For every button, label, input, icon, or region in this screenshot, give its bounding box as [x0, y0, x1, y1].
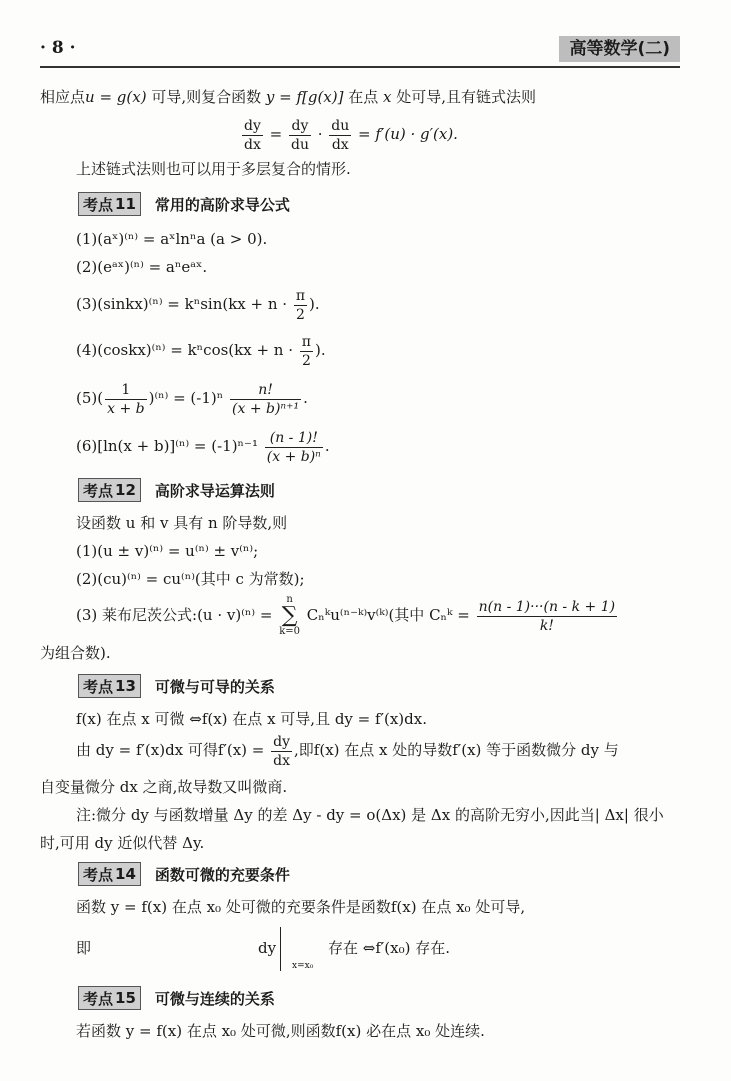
frac-den: dx: [244, 136, 261, 153]
kaodian-title: 可微与连续的关系: [154, 989, 275, 1008]
sum-top: n: [286, 594, 293, 605]
intro-note: 上述链式法则也可以用于多层复合的情形.: [76, 160, 351, 178]
intro-text-g: 处可导,且有链式法则: [391, 88, 537, 106]
kaodian-label: 考点: [83, 677, 114, 696]
formula-5: [76, 378, 308, 418]
kaodian-number: 15: [115, 989, 136, 1007]
du-dx-frac: [329, 117, 351, 154]
one-over-xb: [105, 381, 147, 418]
rule-3-leibniz: [76, 590, 619, 640]
intro-line: [40, 86, 536, 108]
formula-6-post: .: [324, 437, 330, 455]
formula-4-pre: (4)(coskx)⁽ⁿ⁾ = kⁿcos(kx + n ·: [76, 341, 294, 359]
k14-eval-post: 存在 ⇔f′(x₀) 存在.: [328, 939, 451, 957]
kaodian-number: 12: [115, 481, 136, 499]
formula-5-mid: )⁽ⁿ⁾ = (-1)ⁿ: [148, 389, 224, 407]
kaodian-number: 13: [115, 677, 136, 695]
summation: [279, 595, 300, 637]
frac-num: (n - 1)!: [265, 429, 323, 448]
frac-den: 2: [301, 352, 311, 369]
pi-over-2: [294, 287, 307, 324]
kaodian-title: 可微与可导的关系: [154, 677, 275, 696]
kaodian-label: 考点: [83, 865, 114, 884]
frac-num: n(n - 1)···(n - k + 1): [478, 598, 616, 615]
kaodian-title: 函数可微的充要条件: [154, 865, 290, 884]
frac-den: dx: [331, 136, 349, 153]
formula-6-pre: (6)[ln(x + b)]⁽ⁿ⁾ = (-1)ⁿ⁻¹: [76, 437, 258, 455]
formula-5-post: .: [303, 389, 308, 407]
frac-den: x + b: [107, 400, 145, 417]
kaodian-14: [78, 862, 290, 886]
frac-num: n!: [230, 381, 301, 400]
k13-line-3: 自变量微分 dx 之商,故导数又叫微商.: [40, 778, 288, 796]
kaodian-badge: [78, 862, 141, 886]
eval-bar: [280, 927, 281, 971]
k14-ji: 即: [76, 939, 92, 957]
dy-dx-frac: [242, 117, 263, 154]
formula-5-pre: (5)(: [76, 389, 104, 407]
k13-note-1: 注:微分 dy 与函数增量 Δy 的差 Δy - dy = o(Δx) 是 Δx 的高阶无穷小,因此当| Δx| 很小: [76, 806, 664, 824]
intro-text-d: y = f[g(x)]: [265, 88, 344, 106]
k15-line-1: 若函数 y = f(x) 在点 x₀ 处可微,则函数f(x) 必在点 x₀ 处连续.: [76, 1022, 485, 1040]
chain-rule-formula: $\frac{dy}{dx}$ = $\frac{dy}{du}$ · $\frac{du}{dx}$ = f′(u) · g′(x).: [244, 117, 458, 153]
rule-3-pre: (3) 莱布尼茨公式:(u · v)⁽ⁿ⁾ =: [76, 606, 273, 624]
sum-sign: ∑: [281, 603, 298, 628]
n-1-fact-frac: [265, 429, 323, 466]
formula-6: [76, 426, 330, 466]
combination-frac: [477, 598, 617, 635]
frac-num: π: [295, 287, 306, 304]
frac-den: (x + b)ⁿ: [266, 448, 321, 465]
nfact-frac: [230, 381, 301, 418]
kaodian-12: [78, 478, 275, 502]
kaodian-label: 考点: [83, 195, 114, 214]
formula-4: [76, 330, 326, 370]
frac-num: dy: [273, 733, 291, 750]
frac-den: du: [290, 136, 309, 153]
kaodian-label: 考点: [83, 989, 114, 1008]
k13-note-2: 时,可用 dy 近似代替 Δy.: [40, 834, 205, 852]
intro-text-c: 可导,则复合函数: [146, 88, 266, 106]
kaodian-number: 11: [115, 195, 136, 213]
formula-4-post: ).: [315, 341, 326, 359]
frac-num: 1: [105, 381, 147, 400]
rules-intro: 设函数 u 和 v 具有 n 阶导数,则: [76, 514, 288, 532]
rule-1: (1)(u ± v)⁽ⁿ⁾ = u⁽ⁿ⁾ ± v⁽ⁿ⁾;: [76, 542, 259, 560]
pi-over-2: [300, 333, 313, 370]
book-title: 高等数学(二): [559, 36, 680, 62]
kaodian-13: [78, 674, 275, 698]
frac-den: dx: [273, 752, 290, 769]
frac-num: dy: [244, 117, 261, 134]
rule-3-mid: Cₙᵏu⁽ⁿ⁻ᵏ⁾v⁽ᵏ⁾(其中 Cₙᵏ =: [306, 606, 470, 624]
kaodian-title: 高阶求导运算法则: [154, 481, 275, 500]
k13-line-2: [76, 730, 619, 770]
frac-num: dy: [289, 117, 311, 136]
rule-2: (2)(cu)⁽ⁿ⁾ = cu⁽ⁿ⁾(其中 c 为常数);: [76, 570, 305, 588]
kaodian-15: [78, 986, 275, 1010]
k13-line-1: f(x) 在点 x 可微 ⇔f(x) 在点 x 可导,且 dy = f′(x)dx.: [76, 710, 427, 728]
sum-bottom: k=0: [279, 626, 301, 637]
frac-den: 2: [295, 306, 305, 323]
frac-den: k!: [539, 617, 554, 634]
kaodian-number: 14: [115, 865, 136, 883]
formula-2: (2)(eᵃˣ)⁽ⁿ⁾ = aⁿeᵃˣ.: [76, 258, 208, 276]
frac-den: (x + b)ⁿ⁺¹: [232, 400, 300, 417]
k14-line-1: 函数 y = f(x) 在点 x₀ 处可微的充要条件是函数f(x) 在点 x₀ 处可导,: [76, 898, 526, 916]
dy-du-frac: [289, 117, 311, 154]
k13-line-2-pre: 由 dy = f′(x)dx 可得f′(x) =: [76, 741, 265, 759]
formula-3-pre: (3)(sinkx)⁽ⁿ⁾ = kⁿsin(kx + n ·: [76, 295, 288, 313]
page-number: · 8 ·: [40, 38, 76, 58]
intro-text-b: u = g(x): [85, 88, 147, 106]
rule-3-cont: 为组合数).: [40, 644, 111, 662]
chain-rule-rhs: = f′(u) · g′(x).: [358, 125, 458, 143]
kaodian-badge: [78, 478, 141, 502]
frac-num: du: [331, 117, 350, 134]
intro-text-a: 相应点: [40, 88, 86, 106]
page-header: [40, 36, 680, 68]
kaodian-title: 常用的高阶求导公式: [154, 195, 290, 214]
formula-3-post: ).: [309, 295, 320, 313]
k13-line-2-post: ,即f(x) 在点 x 处的导数f′(x) 等于函数微分 dy 与: [294, 741, 619, 759]
kaodian-badge: [78, 192, 141, 216]
dy-dx-frac: [271, 733, 292, 770]
frac-num: π: [301, 333, 311, 350]
k14-eval: [258, 926, 285, 971]
formula-1: (1)(aˣ)⁽ⁿ⁾ = aˣlnⁿa (a > 0).: [76, 230, 268, 248]
k14-eval-sub: x=x₀: [292, 961, 314, 971]
kaodian-label: 考点: [83, 481, 114, 500]
intro-text-f: x: [383, 88, 392, 106]
k14-line-2: [76, 926, 91, 970]
kaodian-badge: [78, 986, 141, 1010]
intro-text-e: 在点: [343, 88, 384, 106]
kaodian-badge: [78, 674, 141, 698]
kaodian-11: [78, 192, 290, 216]
k14-dy: dy: [258, 939, 277, 957]
formula-3: [76, 284, 320, 324]
